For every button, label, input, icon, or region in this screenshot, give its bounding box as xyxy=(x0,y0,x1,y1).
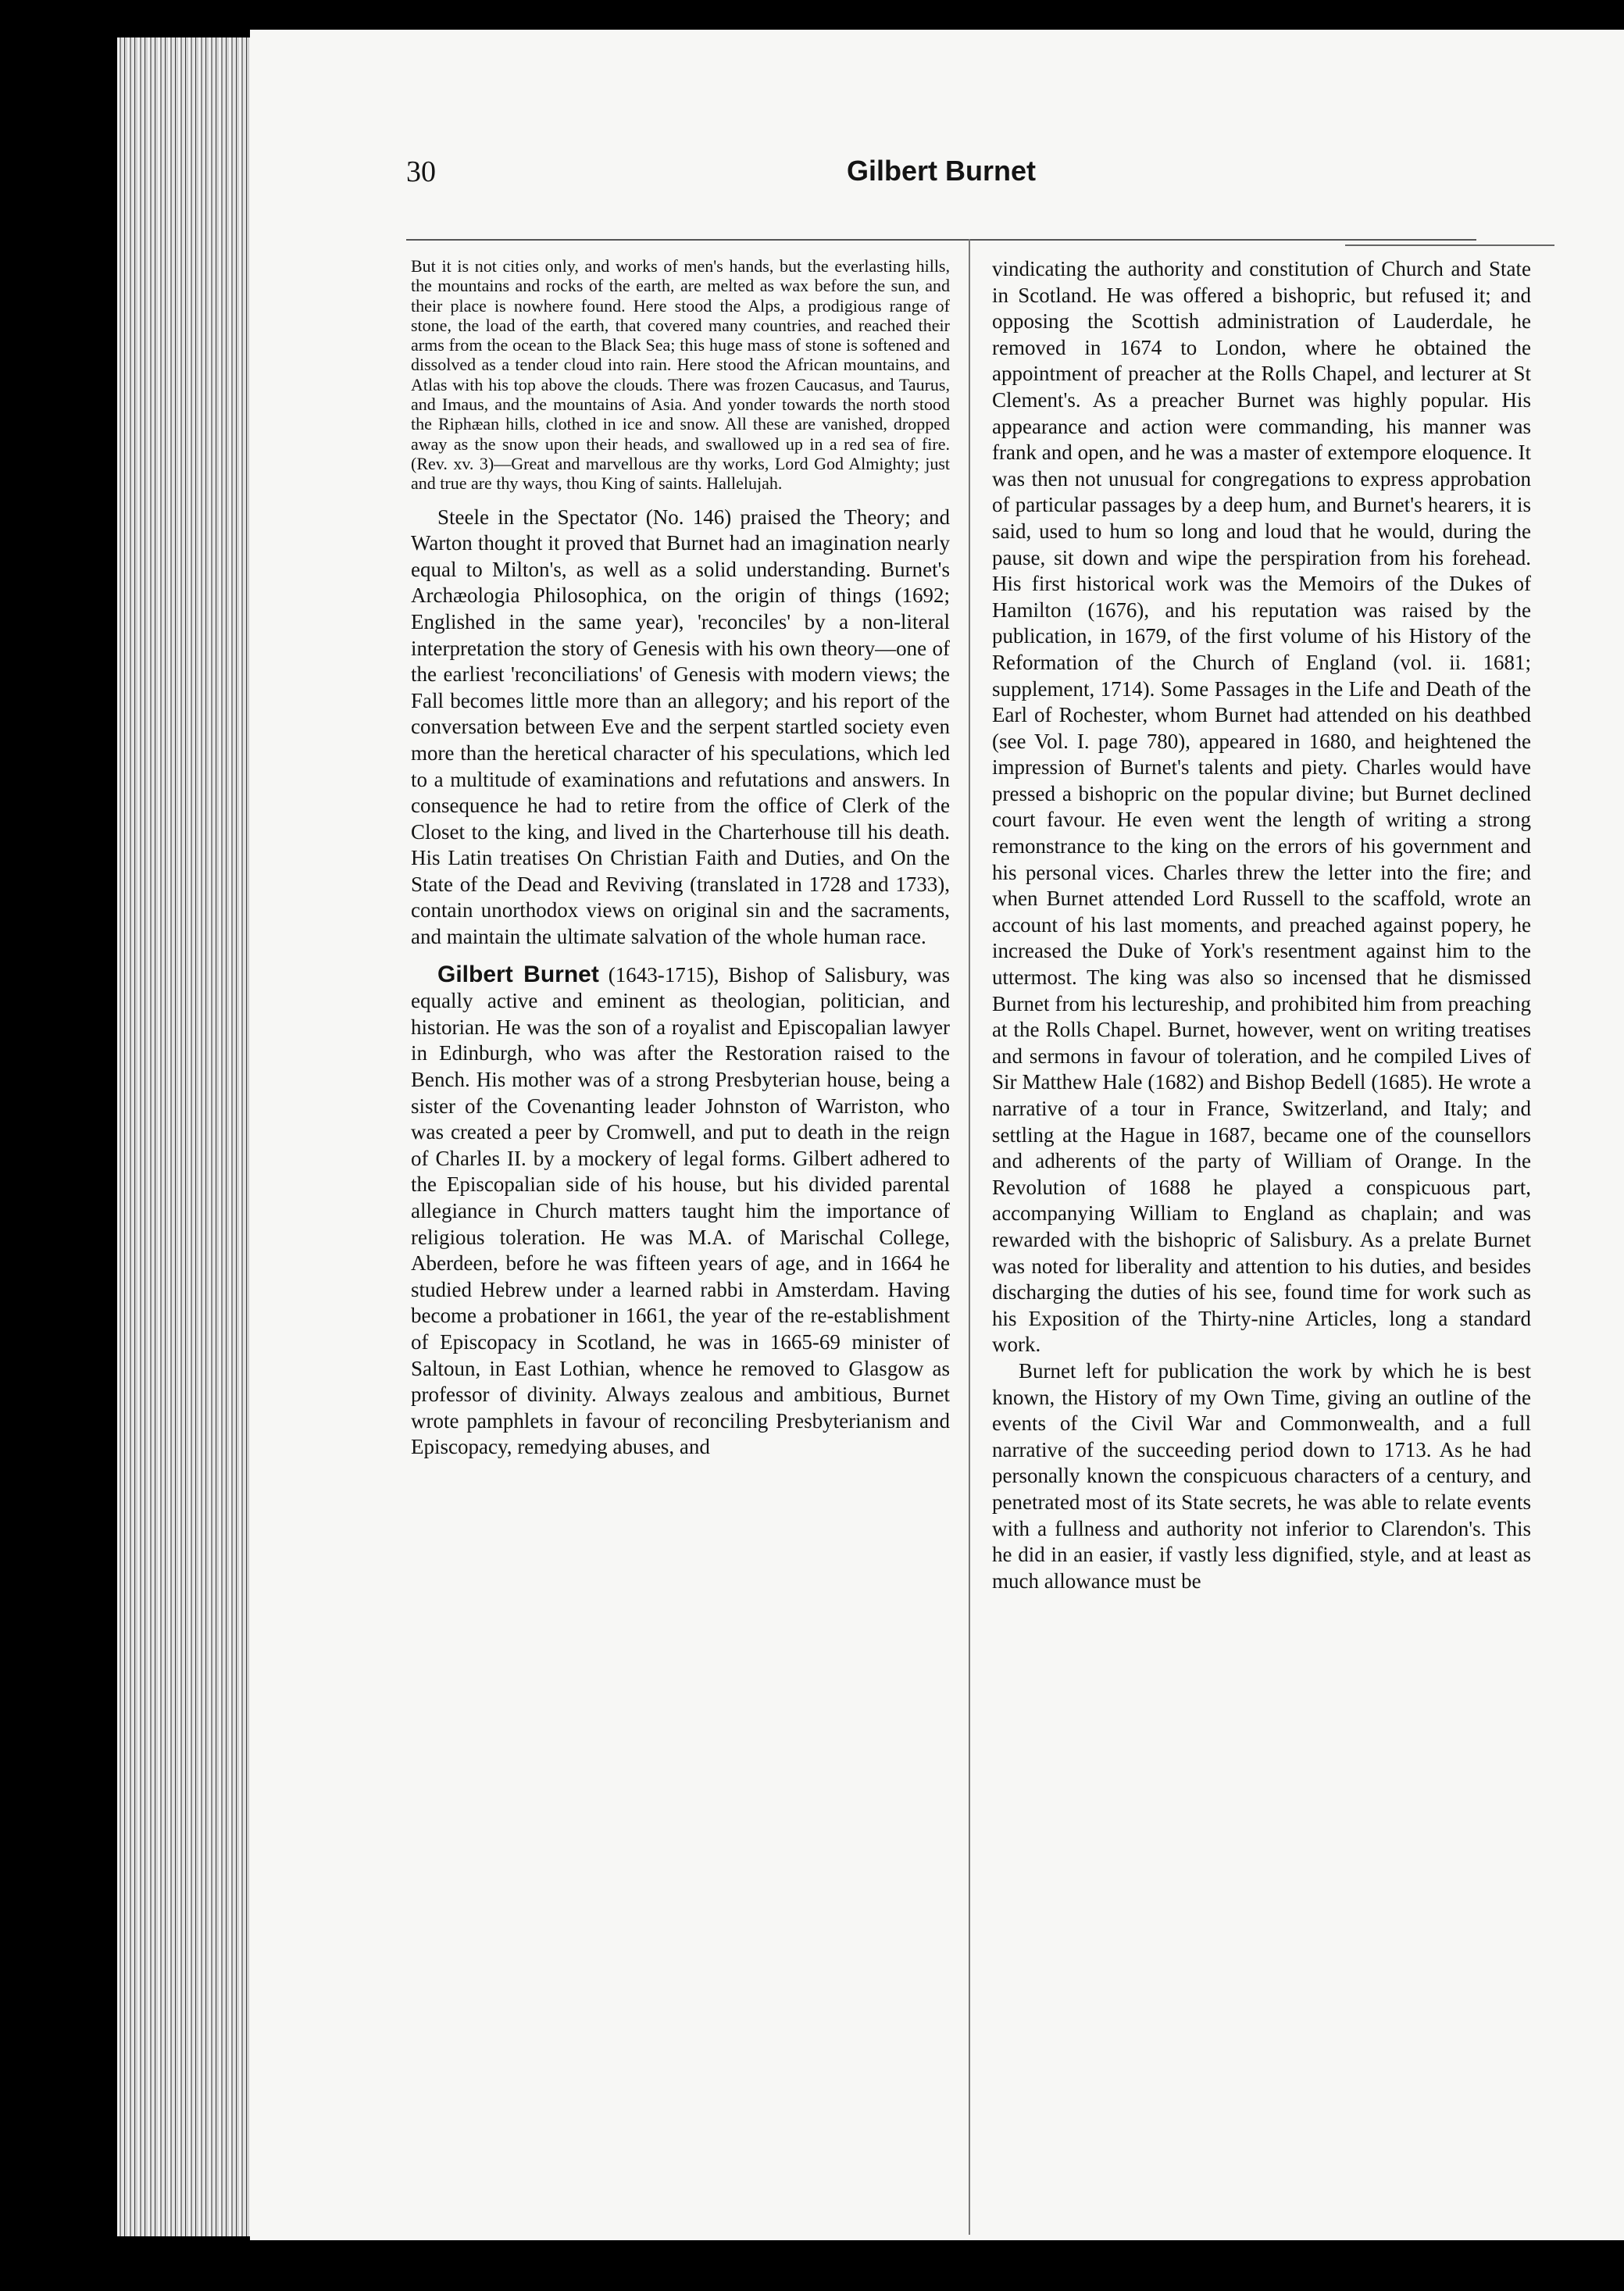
book-page xyxy=(250,30,1624,2240)
header-rule-right xyxy=(1345,244,1554,246)
page-header xyxy=(406,155,1476,202)
paragraph: Steele in the Spectator (No. 146) praised the Theory; and Warton thought it proved that Burnet had an imagination nearly equal to Milton's, as well as a solid understanding. Burnet's Archæologia Philosophica, on the origin of things (1692; Englished in the same year), 'reconciles' by a non-literal interpretation the story of Genesis with his own theory—one of the earliest 'reconciliations' of Genesis with modern views; the Fall becomes little more than an allegory; and his report of the conversation between Eve and the serpent startled society even more than the heretical character of his speculations, which led to a multitude of examinations and refutations and answers. In consequence he had to retire from the office of Clerk of the Closet to the king, and lived in the Charterhouse till his death. His Latin treatises On Christian Faith and Duties, and On the State of the Dead and Reviving (translated in 1728 and 1733), contain unorthodox views on original sin and the sacraments, and maintain the ultimate salvation of the whole human race. xyxy=(411,505,950,949)
paragraph: Burnet left for publication the work by which he is best known, the History of my Own Time, giving an outline of the events of the Civil War and Commonwealth, and a full narrative of the succeeding period down to 1713. As he had personally known the conspicuous characters of a century, and penetrated most of its State secrets, he was able to relate events with a fullness and authority not inferior to Clarendon's. This he did in an easier, if vastly less dignified, style, and at least as much allowance must be xyxy=(992,1358,1531,1593)
book-spine-edge xyxy=(117,37,250,2236)
right-column xyxy=(992,256,1531,1594)
column-divider xyxy=(969,239,970,2235)
running-title: Gilbert Burnet xyxy=(846,155,1036,187)
left-column xyxy=(411,256,950,1461)
paragraph: vindicating the authority and constitution of Church and State in Scotland. He was offered a bishopric, but refused it; and opposing the Scottish administration of Lauderdale, he removed in 1674 to London, where he obtained the appointment of preacher at the Rolls Chapel, and lecturer at St Clement's. As a preacher Burnet was highly popular. His appearance and action were commanding, his manner was frank and open, and he was a master of extempore eloquence. It was then not unusual for congregations to express approbation of particular passages by a deep hum, and Burnet's hearers, it is said, used to hum so long and loud that he would, during the pause, sit down and wipe the perspiration from his forehead. His first historical work was the Memoirs of the Dukes of Hamilton (1676), and his reputation was raised by the publication, in 1679, of the first volume of his History of the Reformation of the Church of England (vol. ii. 1681; supplement, 1714). Some Passages in the Life and Death of the Earl of Rochester, whom Burnet had attended on his deathbed (see Vol. I. page 780), appeared in 1680, and heightened the impression of Burnet's talents and piety. Charles would have pressed a bishopric on the popular divine; but Burnet declined court favour. He even went the length of writing a strong remonstrance to the king on the errors of his government and his personal vices. Charles threw the letter into the fire; and when Burnet attended Lord Russell to the scaffold, wrote an account of his last moments, and preached against popery, he increased the Duke of York's resentment against him to the uttermost. The king was also so incensed that he dismissed Burnet from his lectureship, and prohibited him from preaching at the Rolls Chapel. Burnet, however, went on writing treatises and sermons in favour of toleration, and he compiled Lives of Sir Matthew Hale (1682) and Bishop Bedell (1685). He wrote a narrative of a tour in France, Switzerland, and Italy; and settling at the Hague in 1687, became one of the counsellors and adherents of the party of William of Orange. In the Revolution of 1688 he played a conspicuous part, accompanying William to England as chaplain; and was rewarded with the bishopric of Salisbury. As a prelate Burnet was noted for liberality and attention to his duties, and besides discharging the duties of his see, found time for work such as his Exposition of the Thirty-nine Articles, long a standard work. xyxy=(992,257,1531,1357)
entry-text: (1643-1715), Bishop of Salisbury, was equally active and eminent as theologian, politician, and historian. He was the son of a royalist and Episcopalian lawyer in Edinburgh, who was after the Restoration raised to the Bench. His mother was of a strong Presbyterian house, being a sister of the Covenanting leader Johnston of Warriston, who was created a peer by Cromwell, and put to death in the reign of Charles II. by a mockery of legal forms. Gilbert adhered to the Episcopalian side of his house, but his divided parental allegiance in Church matters taught him the importance of religious toleration. He was M.A. of Marischal College, Aberdeen, before he was fifteen years of age, and in 1664 he studied Hebrew under a learned rabbi in Amsterdam. Having become a probationer in 1661, the year of the re-establishment of Episcopacy in Scotland, he was in 1665-69 minister of Saltoun, in East Lothian, whence he removed to Glasgow as professor of divinity. Always zealous and ambitious, Burnet wrote pamphlets in favour of reconciling Presbyterianism and Episcopacy, remedying abuses, and xyxy=(411,962,950,1459)
block-quote: But it is not cities only, and works of men's hands, but the everlasting hills, the mountains and rocks of the earth, are melted as wax before the sun, and their place is nowhere found. Here stood the Alps, a prodigious range of stone, the load of the earth, that covered many countries, and reached their arms from the ocean to the Black Sea; this huge mass of stone is softened and dissolved as a tender cloud into rain. Here stood the African mountains, and Atlas with his top above the clouds. There was frozen Caucasus, and Taurus, and Imaus, and the mountains of Asia. And yonder towards the north stood the Riphæan hills, clothed in ice and snow. All these are vanished, dropped away as the snow upon their heads, and swallowed up in a red sea of fire. (Rev. xv. 3)—Great and marvellous are thy works, Lord God Almighty; just and true are thy ways, thou King of saints. Hallelujah. xyxy=(411,256,950,494)
header-rule xyxy=(406,239,1476,241)
entry-heading: Gilbert Burnet xyxy=(437,961,599,987)
entry-paragraph xyxy=(411,962,950,1461)
page-number: 30 xyxy=(406,155,436,188)
